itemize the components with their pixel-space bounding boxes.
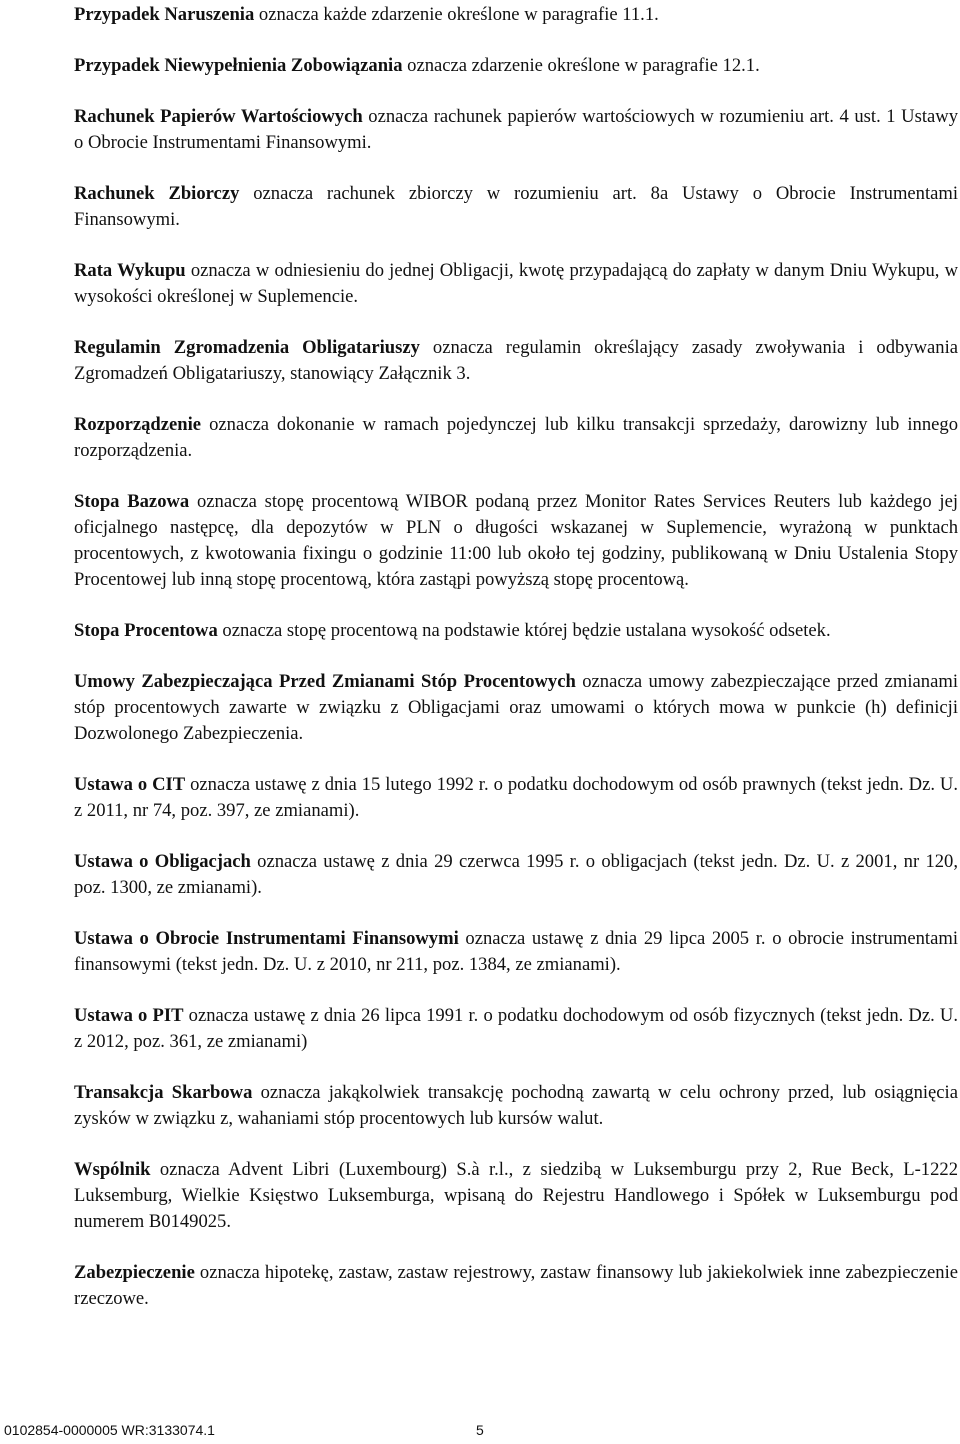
document-code: 0102854-0000005 WR:3133074.1 — [4, 1422, 215, 1438]
definition-text: oznacza stopę procentową WIBOR podaną przez Monitor Rates Services Reuters lub każdego jej oficjalnego następcę, dla depozytów w PLN o długości wskazanej w Suplemencie, wyrażoną w punktach procentowych, z kwotowania fixingu o godzinie 11:00 lub około tej godziny, publikowaną w Dniu Ustalenia Stopy Procentowej lub inną stopę procentową, która zastąpi powyższą stopę procentową. — [74, 491, 958, 590]
definition-text: oznacza ustawę z dnia 15 lutego 1992 r. o podatku dochodowym od osób prawnych (tekst jedn. Dz. U. z 2011, nr 74, poz. 397, ze zmianami). — [74, 774, 958, 821]
definition-term: Zabezpieczenie — [74, 1262, 195, 1283]
definition-term: Umowy Zabezpieczająca Przed Zmianami Stóp Procentowych — [74, 671, 576, 692]
definition-stopa-procentowa — [74, 618, 958, 644]
definition-transakcja-skarbowa — [74, 1080, 958, 1132]
definition-text: oznacza ustawę z dnia 29 lipca 2005 r. o obrocie instrumentami finansowymi (tekst jedn. Dz. U. z 2010, nr 211, poz. 1384, ze zmianami). — [74, 928, 958, 975]
definition-term: Transakcja Skarbowa — [74, 1082, 253, 1103]
definition-term: Rachunek Papierów Wartościowych — [74, 106, 363, 127]
definition-wspolnik — [74, 1157, 958, 1235]
document-body — [74, 0, 958, 1312]
definition-term: Ustawa o CIT — [74, 774, 186, 795]
definition-text: oznacza umowy zabezpieczające przed zmianami stóp procentowych zawarte w związku z Obligacjami oraz umowami o których mowa w punkcie (h) definicji Dozwolonego Zabezpieczenia. — [74, 671, 958, 744]
definition-przypadek-niewypelnienia — [74, 53, 958, 79]
definition-text: oznacza ustawę z dnia 26 lipca 1991 r. o podatku dochodowym od osób fizycznych (tekst jedn. Dz. U. z 2012, poz. 361, ze zmianami) — [74, 1005, 958, 1052]
definition-rozporzadzenie — [74, 412, 958, 464]
definition-text: oznacza hipotekę, zastaw, zastaw rejestrowy, zastaw finansowy lub jakiekolwiek inne zabezpieczenie rzeczowe. — [74, 1262, 958, 1309]
definition-umowy-zabezpieczajaca — [74, 669, 958, 747]
definition-term: Ustawa o PIT — [74, 1005, 184, 1026]
definition-text: oznacza każde zdarzenie określone w paragrafie 11.1. — [254, 4, 659, 25]
definition-term: Stopa Procentowa — [74, 620, 218, 641]
definition-ustawa-obligacje — [74, 849, 958, 901]
definition-przypadek-naruszenia — [74, 2, 958, 28]
definition-term: Ustawa o Obrocie Instrumentami Finansowymi — [74, 928, 459, 949]
definition-ustawa-pit — [74, 1003, 958, 1055]
definition-text: oznacza regulamin określający zasady zwoływania i odbywania Zgromadzeń Obligatariuszy, stanowiący Załącznik 3. — [74, 337, 959, 384]
definition-term: Wspólnik — [74, 1159, 151, 1180]
definition-text: oznacza stopę procentową na podstawie której będzie ustalana wysokość odsetek. — [217, 620, 831, 641]
definition-text: oznacza dokonanie w ramach pojedynczej lub kilku transakcji sprzedaży, darowizny lub innego rozporządzenia. — [74, 414, 958, 461]
page-number: 5 — [476, 1422, 484, 1438]
definition-zabezpieczenie — [74, 1260, 958, 1312]
definition-ustawa-obrot — [74, 926, 958, 978]
definition-term: Rozporządzenie — [74, 414, 202, 435]
definition-rata-wykupu — [74, 258, 958, 310]
definition-term: Przypadek Niewypełnienia Zobowiązania — [74, 55, 403, 76]
definition-term: Rachunek Zbiorczy — [74, 183, 240, 204]
definition-term: Regulamin Zgromadzenia Obligatariuszy — [74, 337, 420, 358]
definition-text: oznacza Advent Libri (Luxembourg) S.à r.l., z siedzibą w Luksemburgu przy 2, Rue Beck, L-1222 Luksemburg, Wielkie Księstwo Luksemburga, wpisaną do Rejestru Handlowego i Spółek w Luksemburgu pod numerem B0149025. — [74, 1159, 958, 1232]
definition-ustawa-cit — [74, 772, 958, 824]
definition-text: oznacza zdarzenie określone w paragrafie 12.1. — [402, 55, 760, 76]
definition-text: oznacza rachunek papierów wartościowych w rozumieniu art. 4 ust. 1 Ustawy o Obrocie Instrumentami Finansowymi. — [74, 106, 958, 153]
page-footer — [0, 1422, 960, 1442]
definition-text: oznacza w odniesieniu do jednej Obligacji, kwotę przypadającą do zapłaty w danym Dniu Wykupu, w wysokości określonej w Suplemencie. — [74, 260, 959, 307]
definition-regulamin — [74, 335, 958, 387]
definition-rachunek-zbiorczy — [74, 181, 958, 233]
definition-term: Rata Wykupu — [74, 260, 186, 281]
definition-term: Przypadek Naruszenia — [74, 4, 255, 25]
definition-term: Stopa Bazowa — [74, 491, 190, 512]
definition-text: oznacza rachunek zbiorczy w rozumieniu art. 8a Ustawy o Obrocie Instrumentami Finansowymi. — [74, 183, 959, 230]
definition-stopa-bazowa — [74, 489, 958, 593]
definition-term: Ustawa o Obligacjach — [74, 851, 251, 872]
definition-text: oznacza ustawę z dnia 29 czerwca 1995 r. o obligacjach (tekst jedn. Dz. U. z 2001, nr 120, poz. 1300, ze zmianami). — [74, 851, 958, 898]
definition-text: oznacza jakąkolwiek transakcję pochodną zawartą w celu ochrony przed, lub osiągnięcia zysków w związku z, wahaniami stóp procentowych lub kursów walut. — [74, 1082, 958, 1129]
definition-rachunek-papierow — [74, 104, 958, 156]
